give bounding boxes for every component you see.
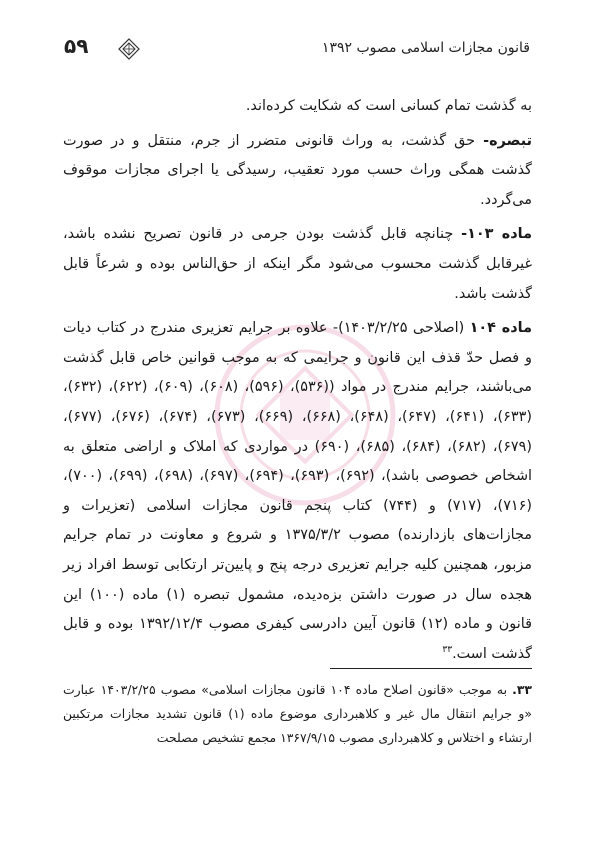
paragraph-article-104: ماده ۱۰۴ (اصلاحی ۱۴۰۳/۲/۲۵)- علاوه بر جرایم تعزیری مندرج در کتاب دیات و فصل حدّ قذف این قانون و جرایمی که به موجب قوانین خاص قابل گذشت می‌باشند، جرایم مندرج در مواد ((۵۳۶)، (۵۹۶)، (۶۰۸)، (۶۰۹)، (۶۲۲)، (۶۳۲)، (۶۳۳)، (۶۴۱)، (۶۴۷)، (۶۴۸)، (۶۶۸)، (۶۶۹)، (۶۷۳)، (۶۷۴)، (۶۷۶)، (۶۷۷)، (۶۷۹)، (۶۸۲)، (۶۸۴)، (۶۸۵)، (۶۹۰) در مواردی که املاک و اراضی متعلق به اشخاص خصوصی باشد)، (۶۹۲)، (۶۹۳)، (۶۹۴)، (۶۹۷)، (۶۹۸)، (۶۹۹)، (۷۰۰)، (۷۱۶)، (۷۱۷) و (۷۴۴) کتاب پنجم قانون مجازات اسلامی (تعزیرات و مجازات‌های بازدارنده) مصوب ۱۳۷۵/۳/۲ و شروع و معاونت در تمام جرایم مزبور، همچنین کلیه جرایم تعزیری درجه پنج و پایین‌تر ارتکابی توسط افراد زیر هجده سال در صورت داشتن بزه‌دیده، مشمول تبصره (۱) ماده (۱۰۰) این قانون و ماده (۱۲) قانون آیین دادرسی کیفری مصوب ۱۳۹۲/۱۲/۴ بوده و قابل گذشت است.$^{۳۳}$ — [63, 320, 533, 662]
footnote — [63, 678, 532, 750]
main-text — [63, 92, 532, 674]
ornament-icon — [118, 38, 140, 60]
paragraph-article-103: ماده ۱۰۳- چنانچه قابل گذشت بودن جرمی در قانون تصریح نشده باشد، غیرقابل گذشت محسوب می‌شود مگر اینکه از حق‌الناس بوده و شرعاً قابل گذشت باشد. — [63, 226, 532, 302]
paragraph: به گذشت تمام کسانی است که شکایت کرده‌اند. — [245, 98, 532, 114]
page-number: ۵۹ — [64, 34, 89, 58]
page-header — [64, 36, 530, 66]
footnote-number: ۳۳. — [512, 682, 532, 697]
footnote-divider — [330, 668, 532, 669]
footnote-text: به موجب «قانون اصلاح ماده ۱۰۴ قانون مجازات اسلامی» مصوب ۱۴۰۳/۲/۲۵ عبارت «و جرایم انتقال مال غیر و کلاهبرداری موضوع ماده (۱) قانون تشدید مجازات مرتکبین ارتشاء و اختلاس و کلاهبرداری مصوب ۱۳۶۷/۹/۱۵ مجمع تشخیص مصلحت — [63, 682, 532, 745]
running-title: قانون مجازات اسلامی مصوب ۱۳۹۲ — [321, 40, 530, 56]
footnotes — [63, 678, 532, 750]
article-heading: ماده ۱۰۳- — [461, 226, 532, 243]
article-heading: ماده ۱۰۴ — [469, 320, 532, 337]
paragraph-note: تبصره- حق گذشت، به وراث قانونی متضرر از جرم، منتقل و در صورت گذشت همگی وراث حسب مورد تعقیب، رسیدگی یا اجرای مجازات موقوف می‌گردد. — [63, 132, 532, 208]
note-heading: تبصره- — [483, 132, 532, 149]
footnote-reference[interactable]: ۳۳ — [442, 644, 453, 655]
